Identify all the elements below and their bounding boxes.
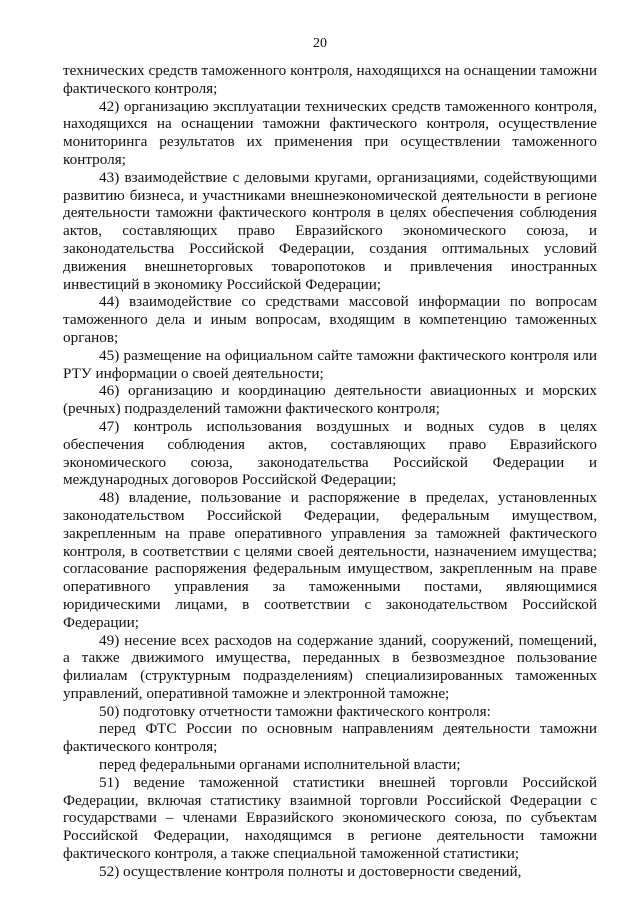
- paragraph-item-43: 43) взаимодействие с деловыми кругами, организациями, содействующими развитию бизнеса, и участниками внешнеэкономической деятельности в регионе деятельности таможни фактического контроля в целях обеспечения соблюдения актов, составляющих право Евразийского экономического союза, и законодательства Российской Федерации, создания оптимальных условий движения внешнеторговых товаропотоков и привлечения иностранных инвестиций в экономику Российской Федерации;: [63, 168, 597, 293]
- paragraph-item-52: 52) осуществление контроля полноты и достоверности сведений,: [99, 862, 522, 880]
- paragraph-item-48: 48) владение, пользование и распоряжение в пределах, установленных законодательством Российской Федерации, федеральным имуществом, закрепленным на праве оперативного управления за таможней фактического контроля, в соответствии с целями своей деятельности, назначением имущества; согласование распоряжения федеральным имуществом, закрепленным на праве оперативного управления за таможенными постами, являющимися юридическими лицами, в соответствии с законодательством Российской Федерации;: [63, 489, 597, 631]
- paragraph-item-50: 50) подготовку отчетности таможни фактического контроля:: [99, 702, 491, 720]
- paragraph-continuation: технических средств таможенного контроля, находящихся на оснащении таможни фактического контроля;: [63, 62, 597, 97]
- page-number: 20: [313, 36, 327, 51]
- paragraph-item-46: 46) организацию и координацию деятельности авиационных и морских (речных) подразделений таможни фактического контроля;: [63, 382, 597, 418]
- paragraph-item-44: 44) взаимодействие со средствами массовой информации по вопросам таможенного дела и иным вопросам, входящим в компетенцию таможенных органов;: [63, 293, 597, 346]
- paragraph-item-42: 42) организацию эксплуатации технических средств таможенного контроля, находящихся на оснащении таможни фактического контроля, осуществление мониторинга результатов их применения при осуществлении таможенного контроля;: [63, 97, 597, 168]
- paragraph-item-45: 45) размещение на официальном сайте таможни фактического контроля или РТУ информации о своей деятельности;: [63, 346, 597, 382]
- paragraph-item-50-sub-federal: перед федеральными органами исполнительной власти;: [99, 756, 461, 774]
- paragraph-item-49: 49) несение всех расходов на содержание зданий, сооружений, помещений, а также движимого имущества, переданных в безвозмездное пользование филиалам (структурным подразделениям) специализированных таможенных управлений, оперативной таможне и электронной таможне;: [63, 631, 597, 702]
- paragraph-item-47: 47) контроль использования воздушных и водных судов в целях обеспечения соблюдения актов, составляющих право Евразийского экономического союза, законодательства Российской Федерации и международных договоров Российской Федерации;: [63, 417, 597, 489]
- paragraph-item-50-sub-fts: перед ФТС России по основным направлениям деятельности таможни фактического контроля;: [63, 720, 597, 756]
- document-body: [63, 62, 597, 881]
- paragraph-item-51: 51) ведение таможенной статистики внешней торговли Российской Федерации, включая статистику взаимной торговли Российской Федерации с государствами – членами Евразийского экономического союза, по субъектам Российской Федерации, находящимся в регионе деятельности таможни фактического контроля, а также специальной таможенной статистики;: [63, 773, 597, 863]
